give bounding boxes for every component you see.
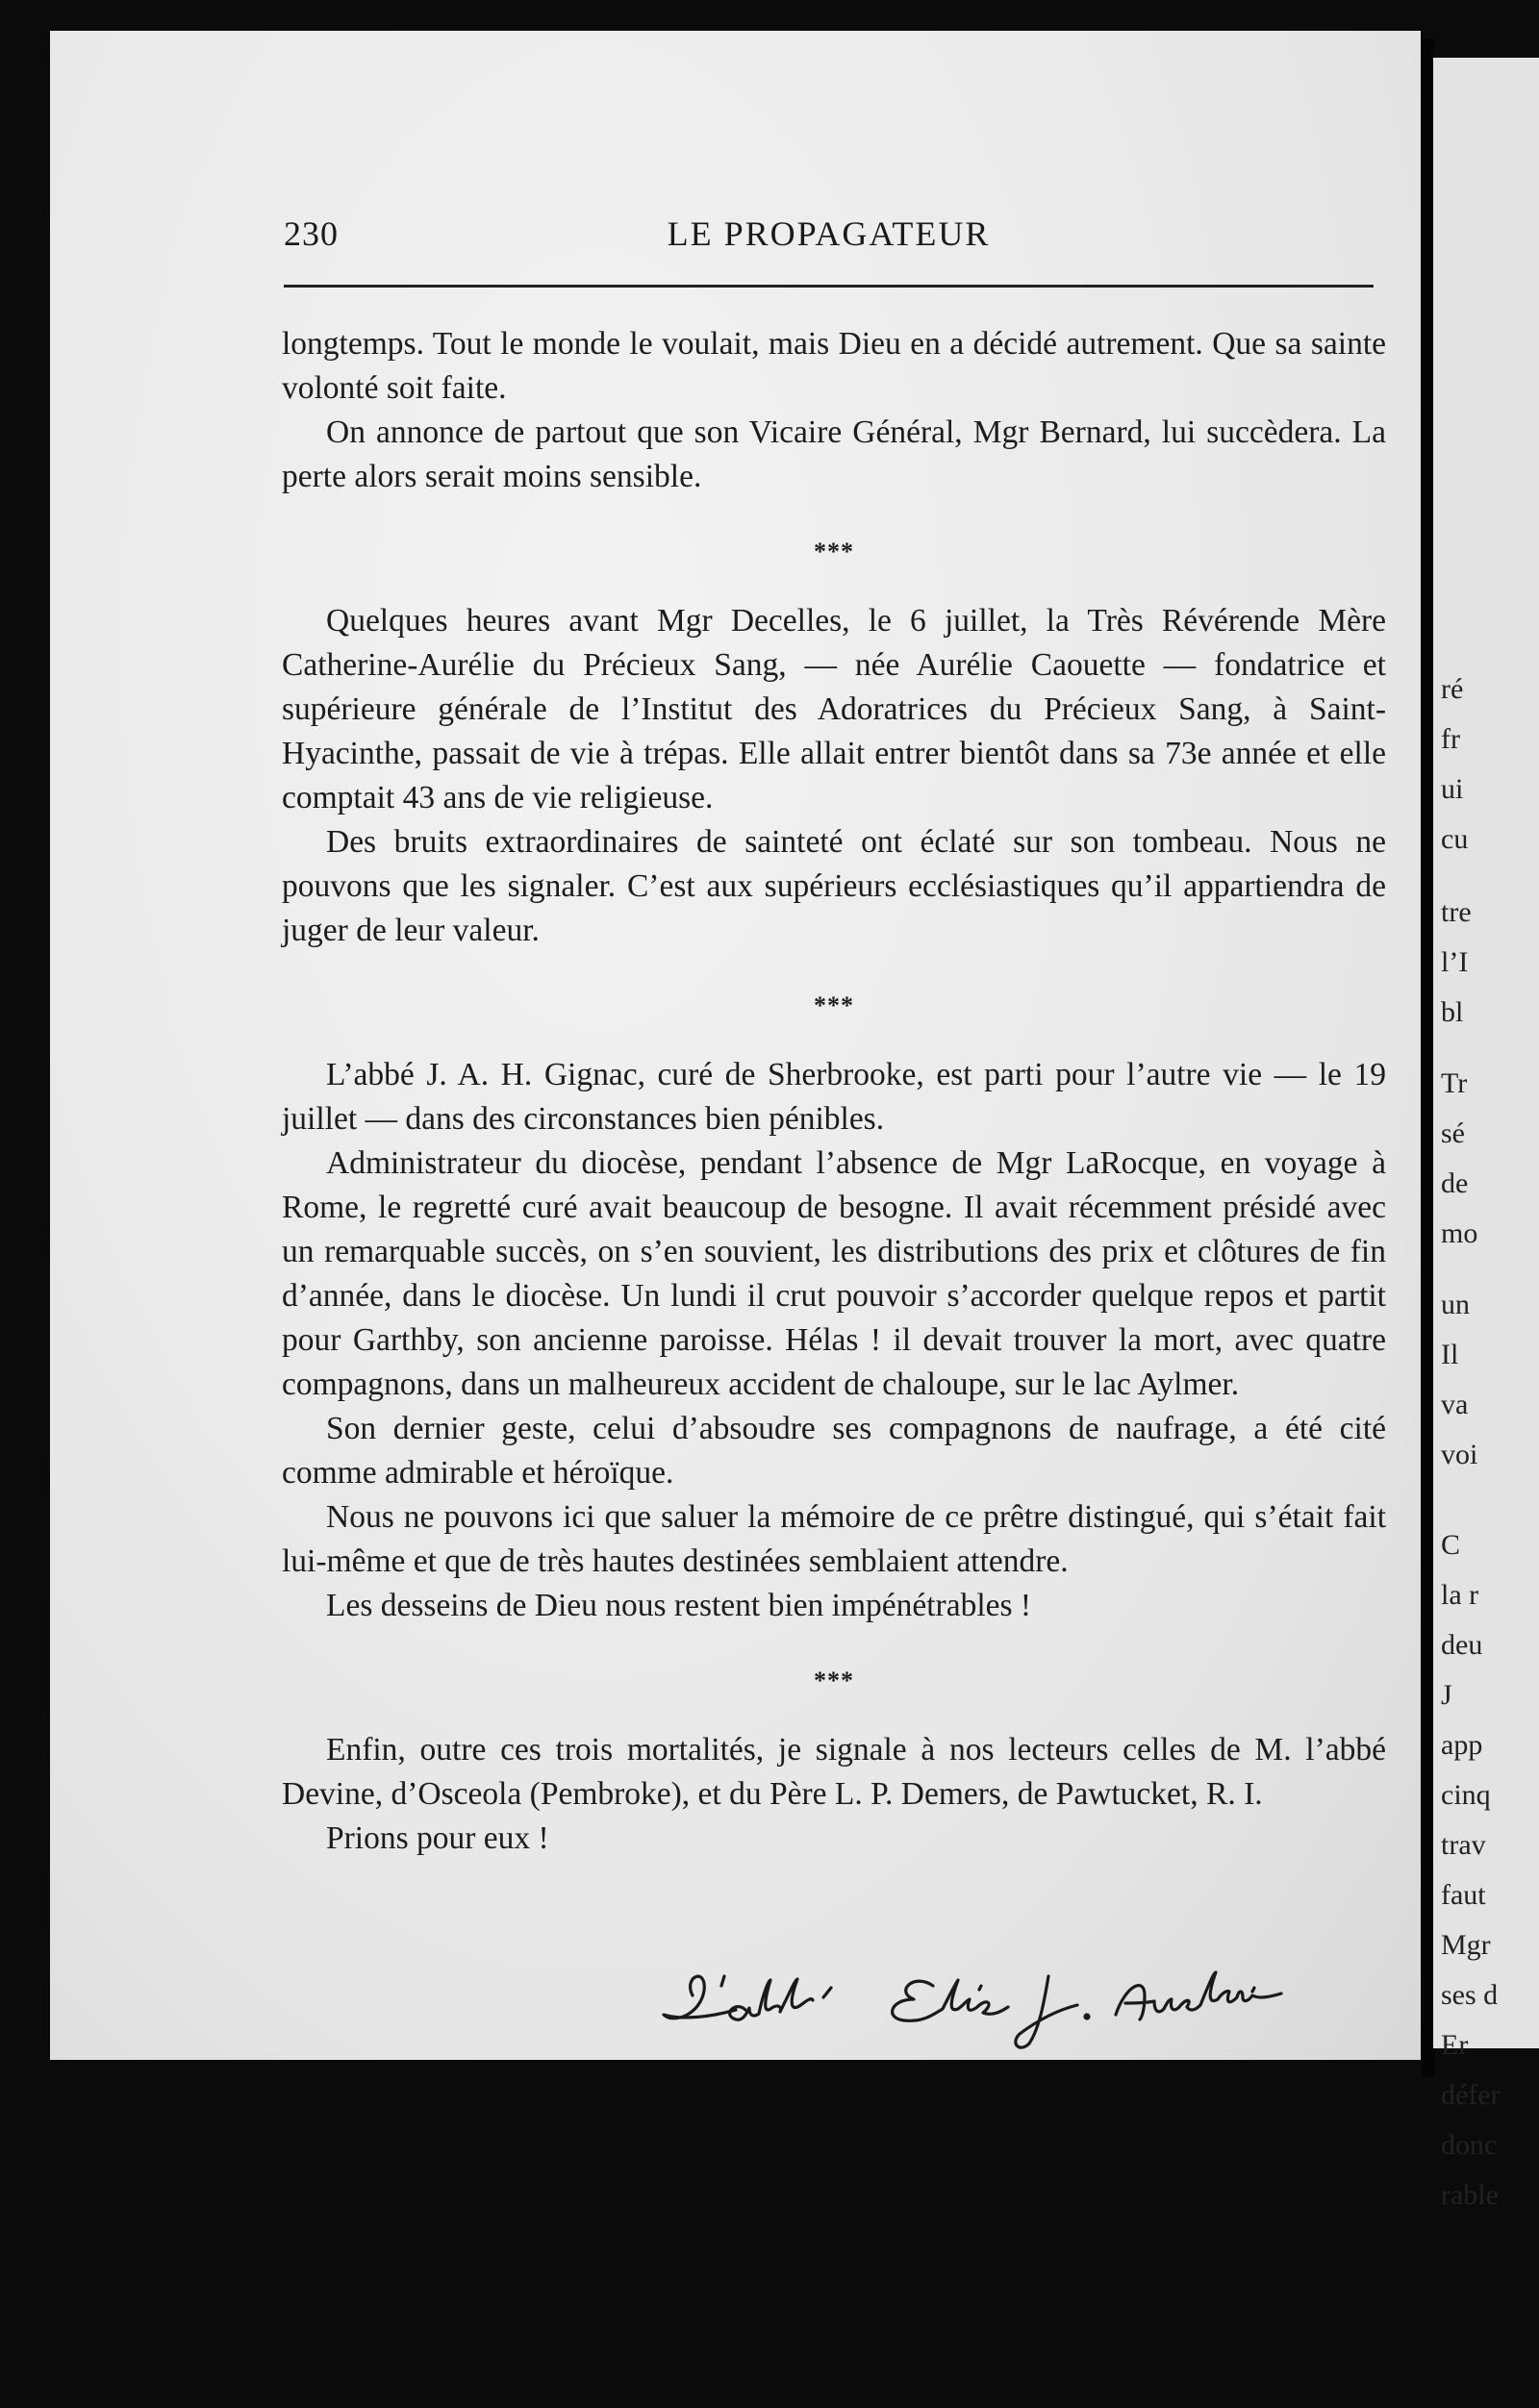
- facing-page-fragment: bl: [1441, 996, 1464, 1028]
- paragraph: Son dernier geste, celui d’absoudre ses compagnons de naufrage, a été cité comme admirable et héroïque.: [282, 1411, 1386, 1491]
- facing-page-fragment: ui: [1441, 773, 1464, 805]
- facing-page-fragment: sé: [1441, 1117, 1465, 1149]
- header-rule: [284, 285, 1374, 288]
- section-separator: ***: [814, 1667, 854, 1694]
- facing-page-fragment: voi: [1441, 1439, 1478, 1470]
- paragraph: longtemps. Tout le monde le voulait, mais Dieu en a décidé autrement. Que sa sainte volonté soit faite.: [282, 326, 1386, 406]
- facing-page-fragment: donc: [1441, 2129, 1498, 2161]
- paragraph: Prions pour eux !: [326, 1820, 549, 1856]
- facing-page-fragment: cinq: [1441, 1779, 1491, 1811]
- facing-page-fragment: tre: [1441, 896, 1472, 928]
- paragraph: Des bruits extraordinaires de sainteté ont éclaté sur son tombeau. Nous ne pouvons que les signaler. C’est aux supérieurs ecclésiastiques qu’il appartiendra de juger de leur valeur.: [282, 824, 1386, 948]
- facing-page-fragment: fr: [1441, 723, 1460, 755]
- facing-page-fragment: app: [1441, 1729, 1483, 1761]
- paragraph: Nous ne pouvons ici que saluer la mémoire de ce prêtre distingué, qui s’était fait lui-même et que de très hautes destinées semblaient attendre.: [282, 1499, 1386, 1579]
- facing-page-fragment: C: [1441, 1529, 1461, 1561]
- facing-page-fragment: va: [1441, 1389, 1469, 1420]
- facing-page-fragment: la r: [1441, 1579, 1479, 1611]
- facing-page-fragment: Er: [1441, 2029, 1469, 2061]
- page-header: [284, 213, 1374, 263]
- facing-page-fragment: Il: [1441, 1339, 1459, 1370]
- facing-page-fragment: trav: [1441, 1829, 1486, 1861]
- facing-page-fragment: deu: [1441, 1629, 1483, 1661]
- paragraph: L’abbé J. A. H. Gignac, curé de Sherbrooke, est parti pour l’autre vie — le 19 juillet — dans des circonstances bien pénibles.: [282, 1057, 1386, 1137]
- section-separator: ***: [814, 991, 854, 1019]
- facing-page-fragment: l’I: [1441, 946, 1469, 978]
- facing-page-fragment: de: [1441, 1167, 1469, 1199]
- facing-page-fragment: rable: [1441, 2179, 1499, 2211]
- signature-image: [654, 1957, 1366, 2053]
- paragraph: On annonce de partout que son Vicaire Général, Mgr Bernard, lui succèdera. La perte alors serait moins sensible.: [282, 414, 1386, 494]
- paragraph: Les desseins de Dieu nous restent bien impénétrables !: [326, 1588, 1032, 1623]
- paragraph: Administrateur du diocèse, pendant l’absence de Mgr LaRocque, en voyage à Rome, le regretté curé avait beaucoup de besogne. Il avait récemment présidé avec un remarquable succès, on s’en souvient, les distributions des prix et clôtures de fin d’année, dans le diocèse. Un lundi il crut pouvoir s’accorder quelque repos et partit pour Garthby, son ancienne paroisse. Hélas ! il devait trouver la mort, avec quatre compagnons, dans un malheureux accident de chaloupe, sur le lac Aylmer.: [282, 1145, 1386, 1402]
- page-number: 230: [284, 214, 339, 253]
- paragraph: Enfin, outre ces trois mortalités, je signale à nos lecteurs celles de M. l’abbé Devine, d’Osceola (Pembroke), et du Père L. P. Demers, de Pawtucket, R. I.: [282, 1732, 1386, 1812]
- facing-page-fragment: ré: [1441, 673, 1464, 705]
- facing-page-fragment: Tr: [1441, 1067, 1468, 1099]
- facing-page: [1433, 58, 1539, 2211]
- facing-page-fragment: défer: [1441, 2079, 1501, 2111]
- handwritten-signature: [654, 1957, 1366, 2053]
- facing-page-fragment: J: [1441, 1679, 1452, 1711]
- facing-page-fragment: Mgr: [1441, 1929, 1491, 1961]
- facing-page-fragment: mo: [1441, 1217, 1478, 1249]
- article-body: [282, 322, 1386, 1861]
- paragraph: Quelques heures avant Mgr Decelles, le 6 juillet, la Très Révérende Mère Catherine-Aurélie du Précieux Sang, — née Aurélie Caouette — fondatrice et supérieure générale de l’Institut des Adoratrices du Précieux Sang, à Saint-Hyacinthe, passait de vie à trépas. Elle allait entrer bientôt dans sa 73e année et elle comptait 43 ans de vie religieuse.: [282, 603, 1386, 815]
- running-title: LE PROPAGATEUR: [667, 214, 991, 253]
- facing-page-fragment: faut: [1441, 1879, 1486, 1911]
- facing-page-fragment: un: [1441, 1289, 1470, 1320]
- facing-page-fragment: cu: [1441, 823, 1469, 855]
- section-separator: ***: [814, 538, 854, 565]
- facing-page-fragment: ses d: [1441, 1979, 1499, 2011]
